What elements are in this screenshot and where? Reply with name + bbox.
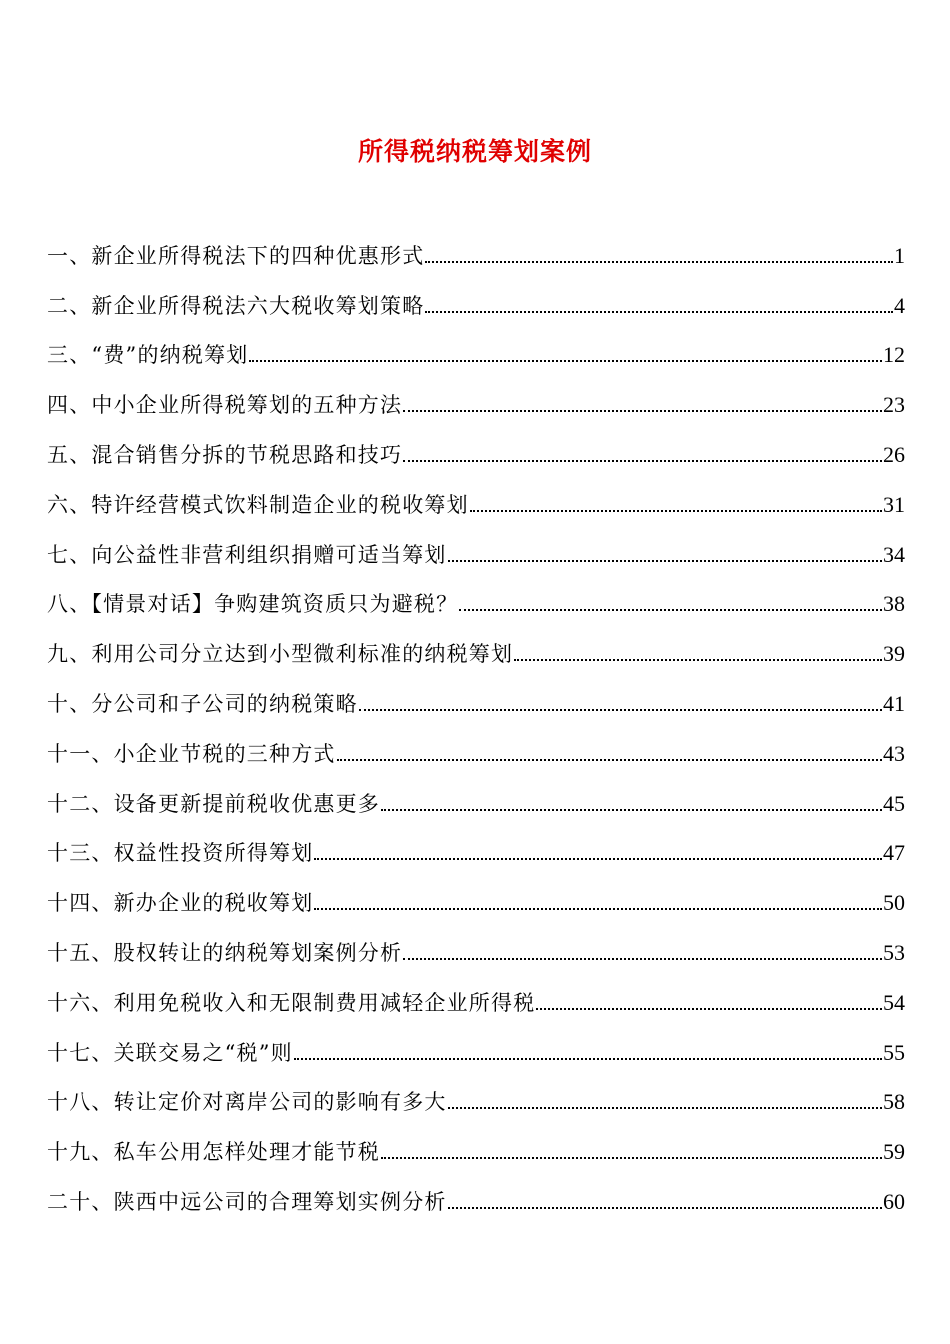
toc-page-number: 60 xyxy=(883,1188,905,1214)
toc-dot-leader xyxy=(536,1008,882,1010)
toc-dot-leader xyxy=(381,809,882,811)
toc-page-number: 55 xyxy=(883,1039,905,1065)
toc-dot-leader xyxy=(403,958,882,960)
toc-dot-leader xyxy=(448,560,882,562)
toc-page-number: 26 xyxy=(883,441,905,467)
toc-entry[interactable] xyxy=(47,471,905,521)
toc-entry-label: 一、新企业所得税法下的四种优惠形式 xyxy=(47,243,425,268)
toc-entry[interactable] xyxy=(47,620,905,670)
toc-page-number: 59 xyxy=(883,1139,905,1165)
toc-entry-label: 十一、小企业节税的三种方式 xyxy=(47,741,336,766)
toc-dot-leader xyxy=(314,858,882,860)
toc-entry-label: 三、“费”的纳税筹划 xyxy=(47,343,249,368)
toc-entry[interactable] xyxy=(47,571,905,621)
toc-entry[interactable] xyxy=(47,820,905,870)
toc-page-number: 38 xyxy=(883,591,905,617)
toc-page-number: 50 xyxy=(883,890,905,916)
toc-page-number: 41 xyxy=(883,690,905,716)
toc-entry-label: 十四、新办企业的税收筹划 xyxy=(47,891,314,916)
toc-page-number: 4 xyxy=(894,292,905,318)
toc-entry[interactable] xyxy=(47,521,905,571)
toc-dot-leader xyxy=(294,1058,882,1060)
toc-page-number: 23 xyxy=(883,392,905,418)
toc-page-number: 1 xyxy=(894,242,905,268)
toc-dot-leader xyxy=(459,609,882,611)
toc-page-number: 12 xyxy=(883,342,905,368)
toc-page-number: 34 xyxy=(883,541,905,567)
toc-entry-label: 十五、股权转让的纳税筹划案例分析 xyxy=(47,940,403,965)
toc-entry[interactable] xyxy=(47,1118,905,1168)
table-of-contents xyxy=(47,222,905,1218)
toc-entry-label: 九、利用公司分立达到小型微利标准的纳税筹划 xyxy=(47,642,514,667)
toc-page-number: 39 xyxy=(883,641,905,667)
toc-page-number: 45 xyxy=(883,790,905,816)
toc-dot-leader xyxy=(381,1157,882,1159)
toc-entry-label: 二十、陕西中远公司的合理筹划实例分析 xyxy=(47,1189,447,1214)
toc-entry-label: 十六、利用免税收入和无限制费用减轻企业所得税 xyxy=(47,990,536,1015)
toc-page-number: 58 xyxy=(883,1089,905,1115)
toc-entry-label: 七、向公益性非营利组织捐赠可适当筹划 xyxy=(47,542,447,567)
toc-entry[interactable] xyxy=(47,1019,905,1069)
toc-entry-label: 四、中小企业所得税筹划的五种方法 xyxy=(47,393,403,418)
toc-entry-label: 八、【情景对话】争购建筑资质只为避税？ xyxy=(47,592,459,617)
toc-entry-label: 二、新企业所得税法六大税收筹划策略 xyxy=(47,293,425,318)
toc-entry[interactable] xyxy=(47,371,905,421)
toc-entry-label: 十、分公司和子公司的纳税策略 xyxy=(47,691,358,716)
toc-page-number: 54 xyxy=(883,989,905,1015)
toc-entry[interactable] xyxy=(47,869,905,919)
toc-entry-label: 六、特许经营模式饮料制造企业的税收筹划 xyxy=(47,492,469,517)
toc-entry[interactable] xyxy=(47,770,905,820)
toc-dot-leader xyxy=(425,261,893,263)
toc-entry[interactable] xyxy=(47,272,905,322)
toc-dot-leader xyxy=(314,908,882,910)
toc-dot-leader xyxy=(448,1207,882,1209)
toc-dot-leader xyxy=(448,1107,882,1109)
toc-entry[interactable] xyxy=(47,720,905,770)
toc-dot-leader xyxy=(403,460,882,462)
toc-entry[interactable] xyxy=(47,919,905,969)
toc-entry[interactable] xyxy=(47,1168,905,1218)
toc-page-number: 43 xyxy=(883,740,905,766)
toc-entry-label: 十七、关联交易之“税”则 xyxy=(47,1040,293,1065)
toc-entry[interactable] xyxy=(47,322,905,372)
toc-dot-leader xyxy=(403,410,882,412)
toc-entry-label: 十九、私车公用怎样处理才能节税 xyxy=(47,1140,380,1165)
document-title: 所得税纳税筹划案例 xyxy=(357,137,592,166)
toc-dot-leader xyxy=(514,659,882,661)
toc-page-number: 53 xyxy=(883,939,905,965)
toc-entry[interactable] xyxy=(47,969,905,1019)
toc-page-number: 47 xyxy=(883,840,905,866)
toc-entry-label: 十二、设备更新提前税收优惠更多 xyxy=(47,791,380,816)
toc-dot-leader xyxy=(337,759,882,761)
toc-dot-leader xyxy=(425,311,893,313)
toc-entry[interactable] xyxy=(47,421,905,471)
toc-entry[interactable] xyxy=(47,222,905,272)
toc-page-number: 31 xyxy=(883,491,905,517)
toc-entry[interactable] xyxy=(47,670,905,720)
toc-entry-label: 十八、转让定价对离岸公司的影响有多大 xyxy=(47,1090,447,1115)
toc-dot-leader xyxy=(470,510,882,512)
toc-entry[interactable] xyxy=(47,1069,905,1119)
toc-entry-label: 五、混合销售分拆的节税思路和技巧 xyxy=(47,442,403,467)
toc-dot-leader xyxy=(359,709,882,711)
toc-entry-label: 十三、权益性投资所得筹划 xyxy=(47,841,314,866)
toc-dot-leader xyxy=(249,360,882,362)
